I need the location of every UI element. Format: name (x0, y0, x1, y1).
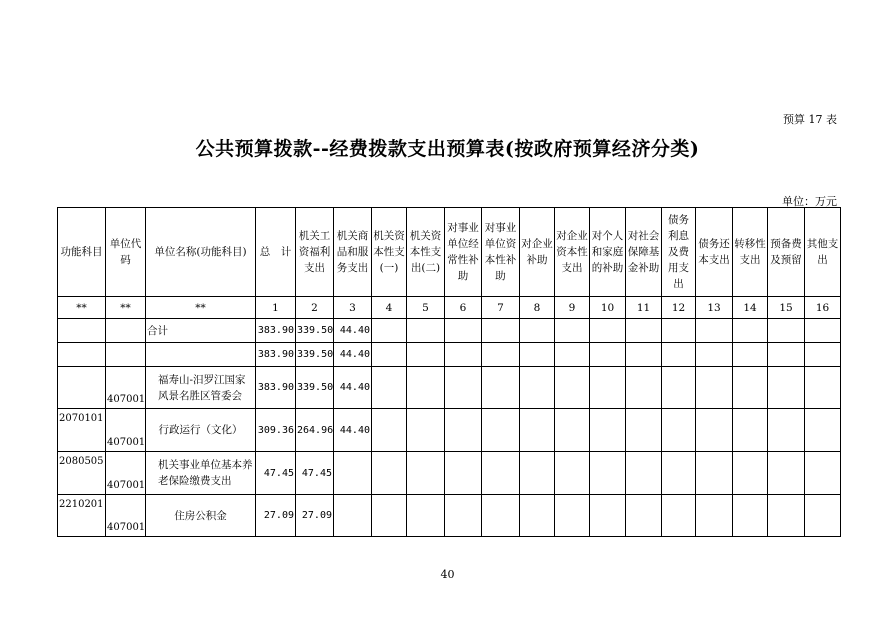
numbering-cell: 16 (805, 297, 841, 319)
header-c13: 债务还本支出 (696, 208, 733, 297)
numbering-cell: 15 (768, 297, 805, 319)
numbering-cell: 3 (334, 297, 372, 319)
unit-code-cell: 407001 (106, 495, 146, 537)
budget-table (57, 207, 841, 537)
table-row (58, 495, 841, 537)
total-cell: 383.90 (256, 343, 296, 367)
unit-code-cell: 407001 (106, 367, 146, 409)
goods-services-cell: 44.40 (334, 343, 372, 367)
total-cell: 383.90 (256, 367, 296, 409)
numbering-cell: 6 (445, 297, 482, 319)
goods-services-cell (334, 495, 372, 537)
unit-name-cell: 福寿山-汨罗江国家风景名胜区管委会 (146, 367, 256, 409)
unit-label: 单位：万元 (782, 195, 837, 208)
header-row (58, 208, 841, 297)
unit-name-cell: 行政运行（文化） (146, 409, 256, 452)
numbering-cell: 1 (256, 297, 296, 319)
table-row (58, 319, 841, 343)
header-c4: 机关资本性支(一) (372, 208, 407, 297)
header-c3: 机关商品和服务支出 (334, 208, 372, 297)
salary-cell: 47.45 (296, 452, 334, 495)
total-cell: 47.45 (256, 452, 296, 495)
numbering-cell: 11 (626, 297, 662, 319)
header-total: 总 计 (256, 208, 296, 297)
header-c16: 其他支出 (805, 208, 841, 297)
salary-cell: 339.50 (296, 343, 334, 367)
page-number: 40 (440, 568, 455, 581)
numbering-cell: 8 (520, 297, 555, 319)
fn-code-cell (58, 367, 106, 409)
header-unit-name: 单位名称(功能科目) (146, 208, 256, 297)
salary-cell: 339.50 (296, 367, 334, 409)
goods-services-cell (334, 452, 372, 495)
fn-code-cell (58, 343, 106, 367)
numbering-row (58, 297, 841, 319)
header-c2: 机关工资福利支出 (296, 208, 334, 297)
header-fn-code: 功能科目 (58, 208, 106, 297)
unit-name-cell: 机关事业单位基本养老保险缴费支出 (146, 452, 256, 495)
header-c9: 对企业资本性支出 (555, 208, 590, 297)
numbering-cell: 10 (590, 297, 626, 319)
fn-code-cell: 2080505 (58, 452, 106, 495)
unit-code-cell: 407001 (106, 409, 146, 452)
salary-cell: 27.09 (296, 495, 334, 537)
header-unit-code: 单位代码 (106, 208, 146, 297)
header-c8: 对企业补助 (520, 208, 555, 297)
numbering-cell: 14 (733, 297, 768, 319)
numbering-cell: 5 (407, 297, 445, 319)
numbering-cell: 13 (696, 297, 733, 319)
salary-cell: 339.50 (296, 319, 334, 343)
table-row (58, 409, 841, 452)
table-row (58, 343, 841, 367)
unit-code-cell (106, 343, 146, 367)
header-c15: 预备费及预留 (768, 208, 805, 297)
header-c10: 对个人和家庭的补助 (590, 208, 626, 297)
unit-code-cell (106, 319, 146, 343)
fn-code-cell (58, 319, 106, 343)
table-row (58, 367, 841, 409)
salary-cell: 264.96 (296, 409, 334, 452)
total-cell: 383.90 (256, 319, 296, 343)
numbering-cell: 4 (372, 297, 407, 319)
numbering-cell: ** (146, 297, 256, 319)
header-c7: 对事业单位资本性补助 (482, 208, 520, 297)
header-c14: 转移性支出 (733, 208, 768, 297)
unit-code-cell: 407001 (106, 452, 146, 495)
total-cell: 309.36 (256, 409, 296, 452)
goods-services-cell: 44.40 (334, 367, 372, 409)
unit-name-cell: 住房公积金 (146, 495, 256, 537)
numbering-cell: ** (106, 297, 146, 319)
header-c12: 债务利息及费用支出 (662, 208, 696, 297)
goods-services-cell: 44.40 (334, 409, 372, 452)
numbering-cell: 9 (555, 297, 590, 319)
header-c11: 对社会保障基金补助 (626, 208, 662, 297)
page-title: 公共预算拨款--经费拨款支出预算表(按政府预算经济分类) (195, 138, 700, 160)
fn-code-cell: 2210201 (58, 495, 106, 537)
unit-name-cell: 合计 (146, 319, 256, 343)
numbering-cell: 12 (662, 297, 696, 319)
numbering-cell: 2 (296, 297, 334, 319)
table-row (58, 452, 841, 495)
total-cell: 27.09 (256, 495, 296, 537)
form-number: 预算 17 表 (783, 113, 837, 126)
header-c5: 机关资本性支出(二) (407, 208, 445, 297)
numbering-cell: 7 (482, 297, 520, 319)
goods-services-cell: 44.40 (334, 319, 372, 343)
numbering-cell: ** (58, 297, 106, 319)
fn-code-cell: 2070101 (58, 409, 106, 452)
header-c6: 对事业单位经常性补助 (445, 208, 482, 297)
unit-name-cell (146, 343, 256, 367)
